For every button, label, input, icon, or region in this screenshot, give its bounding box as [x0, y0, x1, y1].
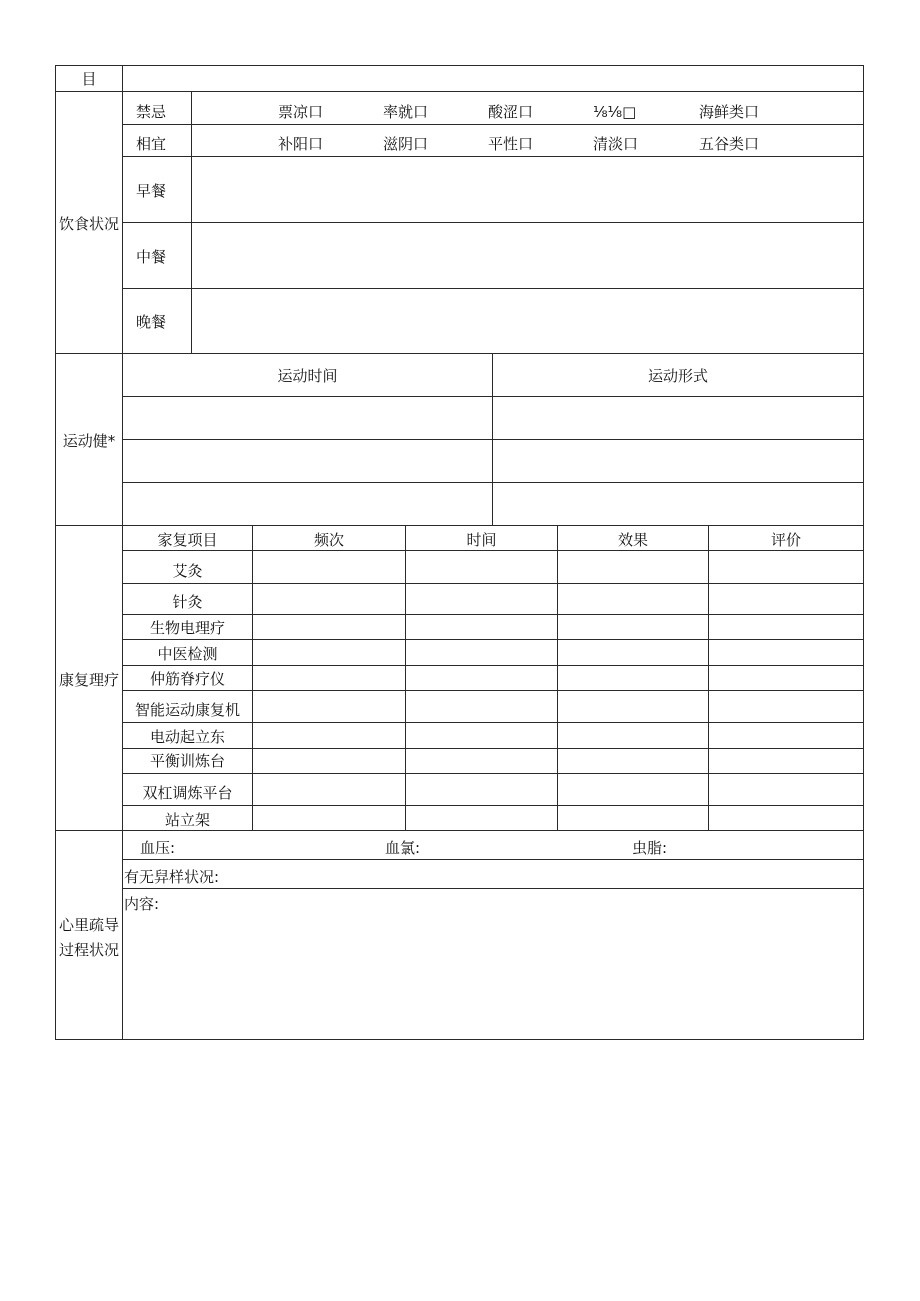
exercise-form-header: 运动形式 [647, 367, 708, 385]
content-field[interactable] [123, 915, 863, 1038]
rehab-evaluation-column[interactable] [709, 551, 863, 830]
header-label: 目 [81, 70, 97, 88]
rehab-section-label: 康复理疗 [58, 671, 119, 689]
lunch-field[interactable] [192, 223, 863, 288]
taboo-option[interactable]: ⅛⅛□ [593, 103, 637, 121]
rehab-effect-column[interactable] [558, 551, 708, 830]
breakfast-label: 早餐 [136, 182, 167, 200]
rehab-header-item: 家复项目 [157, 531, 218, 549]
rehab-time-column[interactable] [406, 551, 557, 830]
rehab-item-label: 智能运动康复机 [134, 701, 240, 719]
dinner-field[interactable] [192, 289, 863, 353]
blood-lipid-label: 虫脂: [632, 839, 668, 857]
suitable-option[interactable]: 五谷类口 [699, 135, 760, 153]
taboo-label: 禁忌 [136, 103, 167, 121]
content-label: 内容: [124, 895, 160, 913]
suitable-option[interactable]: 清淡口 [593, 135, 639, 153]
rehab-item-label: 针灸 [172, 593, 203, 611]
diet-section-label: 饮食状况 [58, 215, 119, 233]
breakfast-field[interactable] [192, 157, 863, 222]
psych-section-label-line2: 过程状况 [58, 941, 119, 959]
exercise-time-field[interactable] [123, 483, 492, 525]
suitable-label: 相宜 [136, 135, 167, 153]
rehab-header-effect: 效果 [617, 531, 648, 549]
exercise-form-field[interactable] [493, 483, 863, 525]
lunch-label: 中餐 [136, 248, 167, 266]
taboo-option[interactable]: 酸涩口 [488, 103, 534, 121]
abnormal-label: 有无舁样状况: [124, 868, 220, 886]
dinner-label: 晚餐 [136, 313, 167, 331]
rehab-header-frequency: 频次 [313, 531, 344, 549]
exercise-section-label: 运动健* [62, 432, 116, 450]
rehab-item-label: 双杠调炼平台 [142, 784, 233, 802]
taboo-option[interactable]: 海鲜类口 [699, 103, 760, 121]
rehab-item-label: 站立架 [164, 811, 210, 829]
suitable-option[interactable]: 补阳口 [278, 135, 324, 153]
exercise-time-header: 运动时间 [277, 367, 338, 385]
rehab-item-label: 生物电理疗 [149, 619, 225, 637]
rehab-item-label: 平衡训炼台 [149, 752, 225, 770]
exercise-form-field[interactable] [493, 440, 863, 482]
blood-oxygen-label: 血氯: [385, 839, 421, 857]
header-value-field[interactable] [123, 66, 863, 91]
exercise-time-field[interactable] [123, 440, 492, 482]
rehab-item-label: 仲筋脊疗仪 [149, 670, 225, 688]
psych-section-label-line1: 心里疏导 [58, 916, 119, 934]
rehab-item-label: 艾灸 [172, 562, 203, 580]
taboo-option[interactable]: 率就口 [383, 103, 429, 121]
rehab-frequency-column[interactable] [253, 551, 405, 830]
exercise-time-field[interactable] [123, 397, 492, 439]
exercise-form-field[interactable] [493, 397, 863, 439]
suitable-option[interactable]: 平性口 [488, 135, 534, 153]
rehab-header-evaluation: 评价 [770, 531, 801, 549]
rehab-header-time: 时间 [466, 531, 497, 549]
rehab-item-label: 中医检测 [157, 645, 218, 663]
rehab-item-label: 电动起立东 [149, 728, 225, 746]
taboo-option[interactable]: 票凉口 [278, 103, 324, 121]
suitable-option[interactable]: 滋阴口 [383, 135, 429, 153]
blood-pressure-label: 血压: [140, 839, 176, 857]
